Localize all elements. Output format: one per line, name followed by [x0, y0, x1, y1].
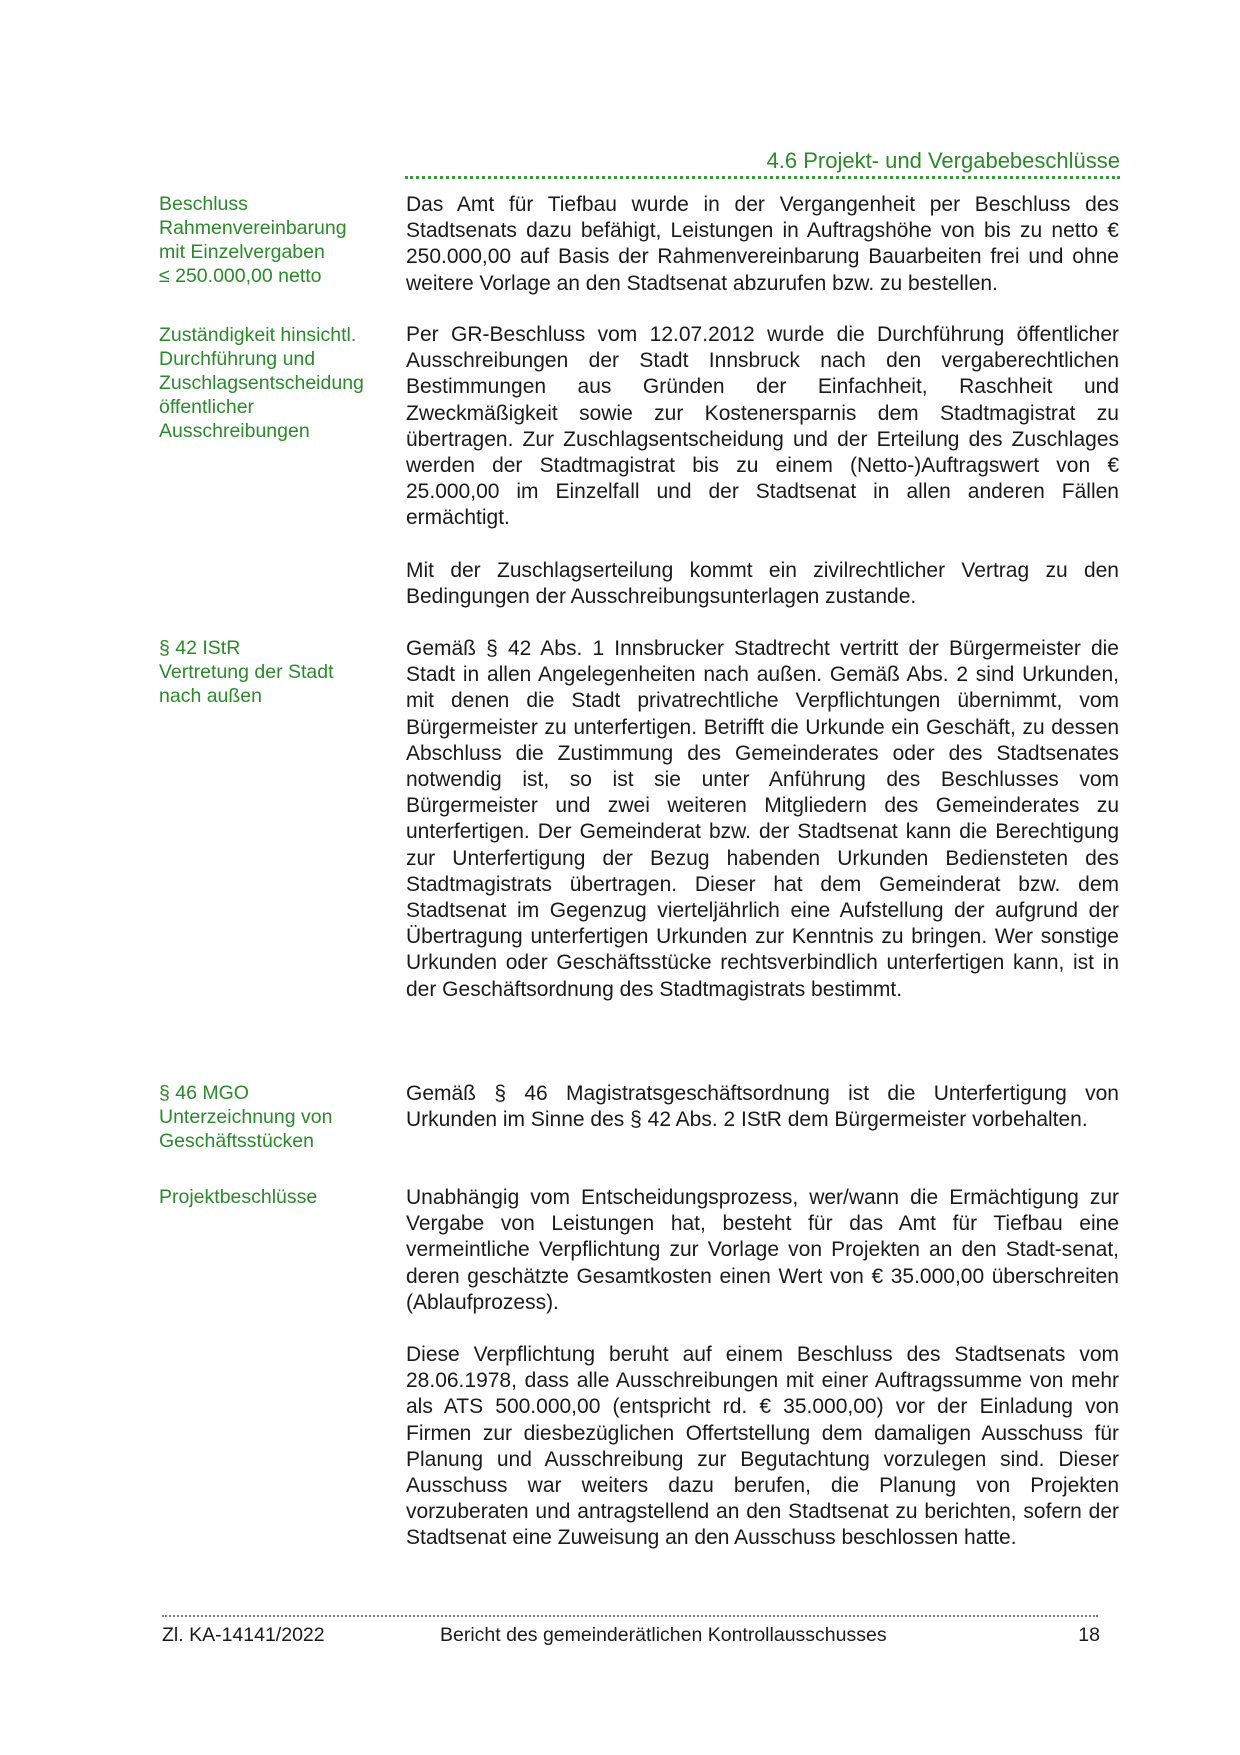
section-heading: 4.6 Projekt- und Vergabebeschlüsse [766, 148, 1120, 173]
paragraph-rahmenvereinbarung: Das Amt für Tiefbau wurde in der Vergangenheit per Beschluss des Stadtsenats dazu befähigt, Leistungen in Auftragshöhe von bis zu netto € 250.000,00 auf Basis der Rahmenvereinbarung Bauarbeiten frei und ohne weitere Vorlage an den Stadtsenat abzurufen bzw. zu bestellen. [406, 193, 1119, 295]
paragraph-gr-beschluss: Per GR-Beschluss vom 12.07.2012 wurde die Durchführung öffentlicher Ausschreibungen der Stadt Innsbruck nach den vergaberechtlichen Bestimmungen aus Gründen der Einfachheit, Raschheit und Zweckmäßigkeit sowie zur Kostenersparnis dem Stadtmagistrat zu übertragen. Zur Zuschlagsentscheidung und der Erteilung des Zuschlages werden der Stadtmagistrat bis zu einem (Netto-)Auftragswert von € 25.000,00 im Einzelfall und der Stadtsenat in allen anderen Fällen ermächtigt. [406, 323, 1119, 530]
footer-divider [162, 1615, 1098, 1617]
footer-report-title: Bericht des gemeinderätlichen Kontrollausschusses [440, 1624, 887, 1646]
header-divider [405, 176, 1120, 179]
paragraph-projektvorlage: Unabhängig vom Entscheidungsprozess, wer/wann die Ermächtigung zur Vergabe von Leistungen hat, besteht für das Amt für Tiefbau eine vermeintliche Verpflichtung zur Vorlage von Projekten an den Stadt-senat, deren geschätzte Gesamtkosten einen Wert von € 35.000,00 überschreiten (Ablaufprozess). [406, 1186, 1119, 1314]
paragraph-zuschlagserteilung: Mit der Zuschlagserteilung kommt ein zivilrechtlicher Vertrag zu den Bedingungen der Ausschreibungsunterlagen zustande. [406, 559, 1119, 609]
margin-note-istr: § 42 IStR Vertretung der Stadt nach außen [159, 637, 334, 707]
footer-reference: Zl. KA-14141/2022 [162, 1624, 325, 1646]
margin-note-mgo: § 46 MGO Unterzeichnung von Geschäftsstücken [159, 1082, 333, 1152]
margin-note-projektbeschluesse: Projektbeschlüsse [159, 1186, 318, 1208]
paragraph-stadtrecht: Gemäß § 42 Abs. 1 Innsbrucker Stadtrecht vertritt der Bürgermeister die Stadt in allen Angelegenheiten nach außen. Gemäß Abs. 2 sind Urkunden, mit denen die Stadt privatrechtliche Verpflichtungen übernimmt, vom Bürgermeister zu unterfertigen. Betrifft die Urkunde ein Geschäft, zu dessen Abschluss die Zustimmung des Gemeinderates oder des Stadtsenates notwendig ist, so ist sie unter Anführung des Beschlusses vom Bürgermeister und zwei weiteren Mitgliedern des Gemeinderates zu unterfertigen. Der Gemeinderat bzw. der Stadtsenat kann die Berechtigung zur Unterfertigung der Bezug habenden Urkunden Bediensteten des Stadtmagistrats übertragen. Dieser hat dem Gemeinderat bzw. dem Stadtsenat im Gegenzug vierteljährlich eine Aufstellung der aufgrund der Übertragung unterfertigen Urkunden zur Kenntnis zu bringen. Wer sonstige Urkunden oder Geschäftsstücke rechtsverbindlich unterfertigen kann, ist in der Geschäftsordnung des Stadtmagistrats bestimmt. [406, 637, 1119, 1001]
margin-note-zustaendigkeit: Zuständigkeit hinsichtl. Durchführung und Zuschlagsentscheidung öffentlicher Ausschreibungen [159, 324, 364, 442]
paragraph-stadtsenat-beschluss: Diese Verpflichtung beruht auf einem Beschluss des Stadtsenats vom 28.06.1978, dass alle Ausschreibungen mit einer Auftragssumme von mehr als ATS 500.000,00 (entspricht rd. € 35.000,00) vor der Einladung von Firmen zur diesbezüglichen Offertstellung dem damaligen Ausschuss für Planung und Ausschreibung zur Begutachtung vorzulegen sind. Dieser Ausschuss war weiters dazu berufen, die Planung von Projekten vorzuberaten und antragstellend an den Stadtsenat zu berichten, sofern der Stadtsenat eine Zuweisung an den Ausschuss beschlossen hatte. [406, 1343, 1119, 1550]
margin-note-rahmenvereinbarung: Beschluss Rahmenvereinbarung mit Einzelvergaben ≤ 250.000,00 netto [159, 193, 347, 287]
paragraph-mgo: Gemäß § 46 Magistratsgeschäftsordnung ist die Unterfertigung von Urkunden im Sinne des § 42 Abs. 2 IStR dem Bürgermeister vorbehalten. [406, 1082, 1119, 1132]
page-number: 18 [1078, 1624, 1100, 1646]
